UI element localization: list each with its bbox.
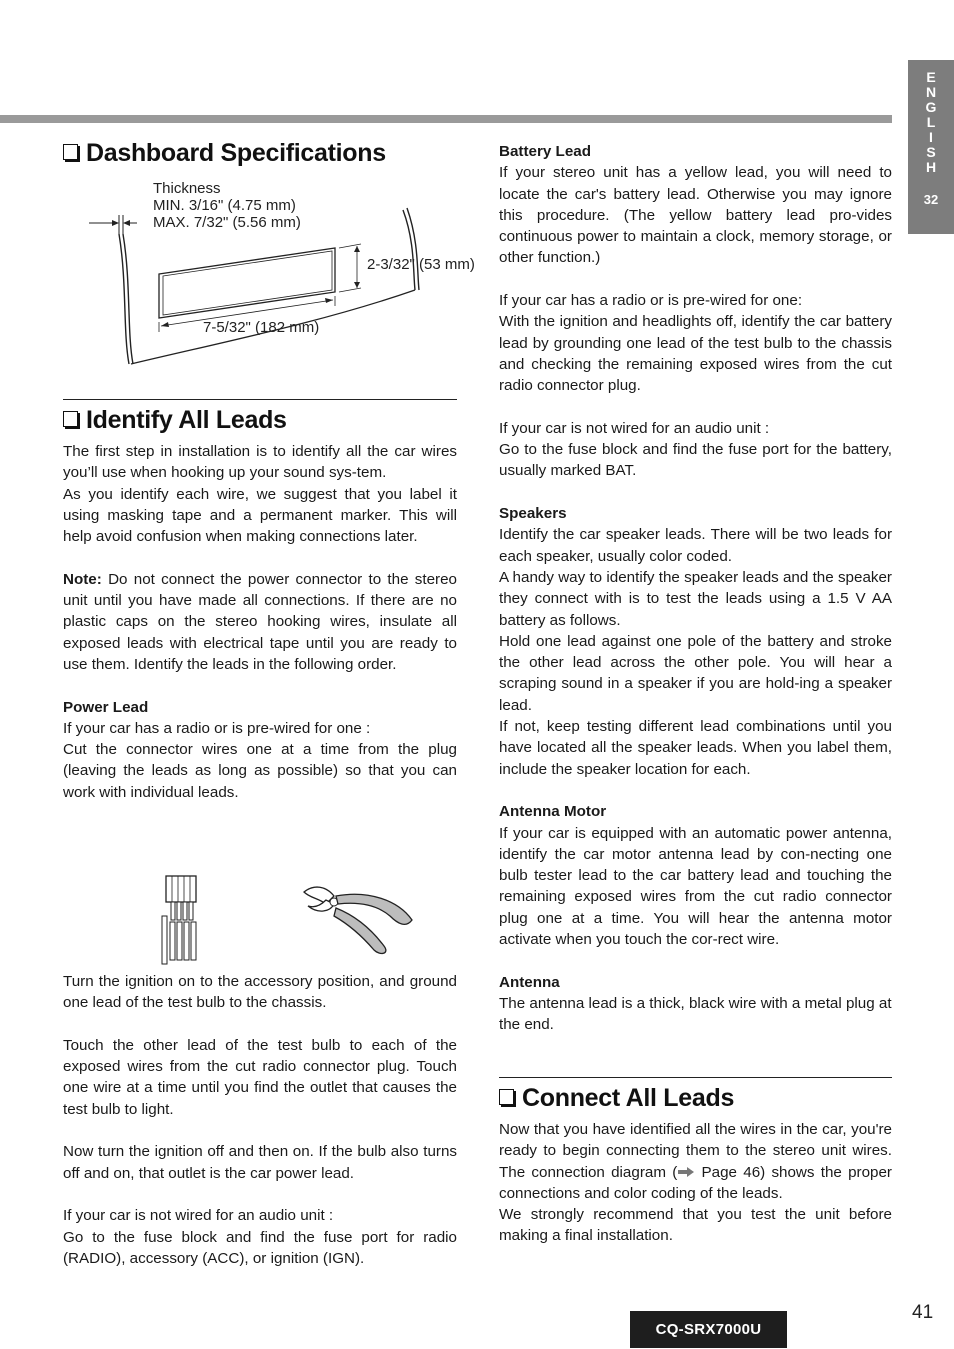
speakers-para-1: Identify the car speaker leads. There will be two leads for each speaker, usually color coded. [499,526,892,565]
identify-intro-2: As you identify each wire, we suggest that you label it using masking tape and a permanent marker. This will help avoid confusion when making connections later. [63,485,457,546]
right-body [499,141,892,1035]
dashboard-dimension-diagram [83,172,475,372]
power-lead-para-6b: Go to the fuse block and find the fuse port for radio (RADIO), accessory (ACC), or ignition (IGN). [63,1228,457,1267]
page-reference-link[interactable]: Page 46 [701,1163,761,1181]
identify-heading: Identify All Leads [63,406,287,435]
identify-note: Note: Do not connect the power connector to the stereo unit until you have made all connections. If there are no plastic caps on the stereo hooking wires, insulate all exposed leads with electrical tape until you are ready to use them. Identify the leads in the following order. [63,570,457,673]
battery-lead-para-3a: If your car is not wired for an audio unit : [499,419,770,437]
max-thickness-label: MAX. 7/32" (5.56 mm) [153,214,301,231]
antenna-motor-title: Antenna Motor [499,803,607,821]
section-page-number: 32 [923,192,939,207]
connect-body [499,1119,892,1247]
power-lead-title: Power Lead [63,698,149,716]
identify-intro-1: The first step in installation is to identify all the car wires you’ll use when hooking up your sound sys-tem. [63,443,457,482]
battery-lead-para-2b: With the ignition and headlights off, identify the car battery lead by grounding one lead of the test bulb to the chassis and checking the remaining exposed wires from the cut radio connector plug. [499,313,892,395]
battery-lead-para-3b: Go to the fuse block and find the fuse port for the battery, usually marked BAT. [499,441,892,480]
note-label: Note: [63,570,102,588]
antenna-title: Antenna [499,973,560,991]
speakers-para-2: A handy way to identify the speaker leads and the speaker they connect with is to test the leads using a 1.5 V AA battery as follows. [499,568,892,629]
identify-body [63,441,457,803]
power-lead-line-2: Cut the connector wires one at a time from the plug (leaving the leads as long as possible) so that you can work with individual leads. [63,741,457,801]
power-lead-para-5: Now turn the ignition off and then on. If the bulb also turns off and on, that outlet is the car power lead. [63,1143,457,1182]
power-lead-para-3: Turn the ignition on to the accessory position, and ground one lead of the test bulb to the chassis. [63,973,457,1012]
section-divider [63,399,457,400]
width-dimension-label: 7-5/32" (182 mm) [203,319,320,336]
wire-connector-plug-icon [162,876,196,964]
page-number: 41 [912,1302,934,1323]
power-lead-para-4: Touch the other lead of the test bulb to each of the exposed wires from the cut radio connector plug. Touch one wire at a time until you find the outlet that causes the test bulb to light. [63,1036,457,1118]
battery-lead-para-2a: If your car has a radio or is pre-wired for one: [499,292,803,310]
connector-and-cutter-illustration [158,870,458,970]
model-number-badge: CQ-SRX7000U [630,1311,787,1348]
battery-lead-para-1: If your stereo unit has a yellow lead, you will need to locate the car's battery lead. Otherwise you may ignore this procedure. (The yellow battery lead pro-vides continuous power to maintain a clock, memory storage, or other function.) [499,164,892,267]
battery-lead-title: Battery Lead [499,143,592,160]
dashboard-heading: Dashboard Specifications [63,139,386,168]
speakers-para-4: If not, keep testing different lead combinations until you have located all the speaker leads. When you label them, include the speaker location for each. [499,718,892,778]
connect-para-2: We strongly recommend that you test the unit before making a final installation. [499,1206,892,1245]
antenna-para: The antenna lead is a thick, black wire with a metal plug at the end. [499,994,892,1034]
thickness-label: Thickness [153,180,221,197]
height-dimension-label: 2-3/32" (53 mm) [367,256,475,273]
checkbox-bullet-icon [63,411,78,427]
section-divider [499,1077,892,1078]
wire-cutter-icon [304,887,412,953]
antenna-motor-para: If your car is equipped with an automatic power antenna, identify the car motor antenna lead by con-necting one bulb tester lead to the car battery lead and touching the remaining exposed wires from the cut radio connector plug one at a time. You will hear the antenna motor activate when you touch the cor-rect wire. [499,824,892,948]
header-rule [0,115,892,123]
checkbox-bullet-icon [499,1089,514,1105]
min-thickness-label: MIN. 3/16" (4.75 mm) [153,197,296,214]
speakers-para-3: Hold one lead against one pole of the battery and stroke the other lead across the other pole. You will hear a scraping sound in a speaker if you are hold-ing a speaker lead. [499,632,892,714]
power-lead-body [63,971,457,1269]
connect-heading: Connect All Leads [499,1084,734,1113]
speakers-title: Speakers [499,505,567,523]
language-tab [908,60,954,234]
arrow-right-icon [677,1162,695,1183]
language-label: E N G L I S H [925,69,937,175]
checkbox-bullet-icon [63,144,78,160]
power-lead-line-1: If your car has a radio or is pre-wired for one : [63,719,371,737]
power-lead-para-6a: If your car is not wired for an audio unit : [63,1207,334,1225]
connect-para-1: Now that you have identified all the wires in the car, you're ready to begin connecting them to the stereo unit wires. The connection diagram ( Page 46) shows the proper connections and color coding of the leads. [499,1121,892,1202]
